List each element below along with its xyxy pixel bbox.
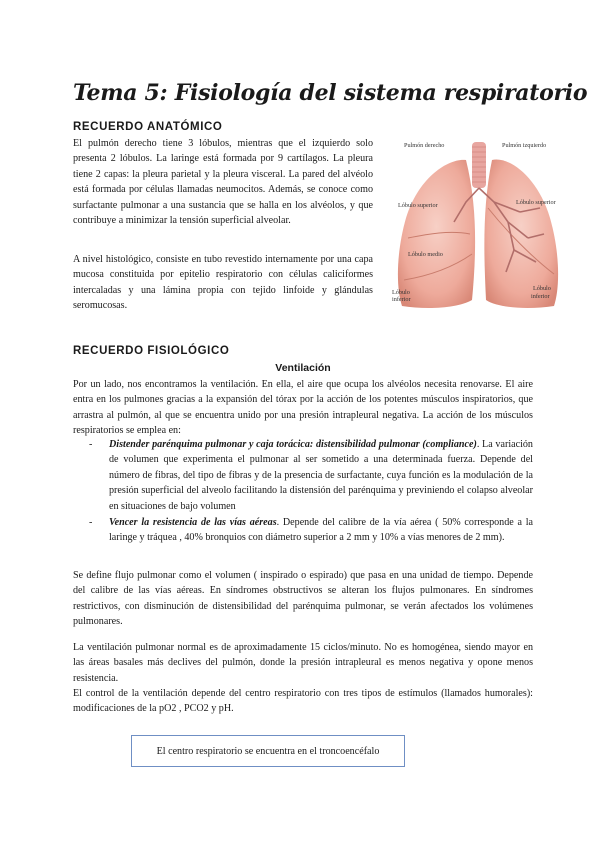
- list-item: - Distender parénquima pulmonar y caja torácica: distensibilidad pulmonar (compliance). La variación de volumen que experimenta el pulmonar al ser sometido a una determinada fuerza. Depende del número de fibras, del tipo de fibras y de la presencia de surfactante, cuya función es la modulación de la presión superficial del alveolo facilitando la distensión del parénquima y previniendo el colapso alveolar en situaciones de bajo volumen: [89, 439, 533, 512]
- physio-paragraph-3: La ventilación pulmonar normal es de aproximadamente 15 ciclos/minuto. No es homogénea, siendo mayor en las áreas basales más declives del pulmón, donde la presión intrapleural es menos negativa y opone menos resistencia.: [73, 642, 533, 684]
- page-title: Tema 5: Fisiología del sistema respiratorio: [73, 80, 588, 106]
- note-box: [131, 735, 405, 767]
- label-left-lower-lobe-2: inferior: [531, 293, 550, 300]
- anatomic-paragraph-2: A nivel histológico, consiste en tubo revestido internamente por una capa mucosa constituida por epitelio respiratorio con células caliciformes intercaladas y una lámina propia con tejido linfoide y glándulas seromucosas.: [73, 254, 373, 312]
- physio-paragraph-1: Por un lado, nos encontramos la ventilación. En ella, el aire que ocupa los alvéolos necesita renovarse. El aire entra en los pulmones gracias a la expansión del tórax por la acción de los potentes músculos inspiratorios, que arrastra al pulmón, al que se encuentra unido por una presión intrapleural negativa. La acción de los músculos respiratorios se emplea en:: [73, 379, 533, 437]
- section-heading-physio: RECUERDO FISIOLÓGICO: [73, 345, 230, 357]
- list-item: - Vencer la resistencia de las vías aéreas. Depende del calibre de la vía aérea ( 50% corresponde a la laringe y tráquea , 40% bronquios con diámetro superior a 2 mm y 10% a vías menores de 2 mm).: [89, 517, 533, 544]
- subheading-ventilacion: Ventilación: [275, 362, 331, 374]
- label-middle-lobe: Lóbulo medio: [408, 251, 443, 258]
- label-left-lung: Pulmón izquierdo: [502, 142, 547, 149]
- anatomic-paragraph-1: El pulmón derecho tiene 3 lóbulos, mientras que el izquierdo solo presenta 2 lóbulos. La laringe está formada por 9 cartílagos. La pleura tiene 2 capas: la pleura parietal y la pleura visceral. La pared del alvéolo está formada por células llamadas neumocitos. Además, se conoce como surfactante pulmonar a una sustancia que se halla en los alvéolos, y que contribuye a minimizar la tensión superficial alveolar.: [73, 138, 373, 227]
- label-left-lower-lobe-1: Lóbulo: [533, 285, 551, 292]
- label-right-lower-lobe-2: inferior: [392, 296, 411, 303]
- label-right-lung: Pulmón derecho: [404, 142, 445, 149]
- muscle-action-list: [89, 437, 533, 547]
- physio-paragraph-4: El control de la ventilación depende del centro respiratorio con tres tipos de estímulos (llamados humorales): modificaciones de la pO2 , PCO2 y pH.: [73, 688, 533, 715]
- trachea: [472, 142, 486, 188]
- label-right-upper-lobe: Lóbulo superior: [398, 202, 438, 209]
- note-box-text: El centro respiratorio se encuentra en el troncoencéfalo: [156, 745, 380, 757]
- physio-paragraph-2: Se define flujo pulmonar como el volumen ( inspirado o espirado) que pasa en una unidad de tiempo. Depende del calibre de las vías aéreas. En síndromes obstructivos se alteran los flujos pulmonares. En síndromes restrictivos, con disminución de distensibilidad del parénquima pulmonar, se verán afectados los volúmenes pulmonares.: [73, 570, 533, 628]
- label-left-upper-lobe: Lóbulo superior: [516, 199, 556, 206]
- lungs-illustration: [388, 138, 568, 310]
- right-lung: [398, 160, 475, 308]
- label-right-lower-lobe-1: Lóbulo: [392, 289, 410, 296]
- section-heading-anatomic: RECUERDO ANATÓMICO: [73, 121, 223, 133]
